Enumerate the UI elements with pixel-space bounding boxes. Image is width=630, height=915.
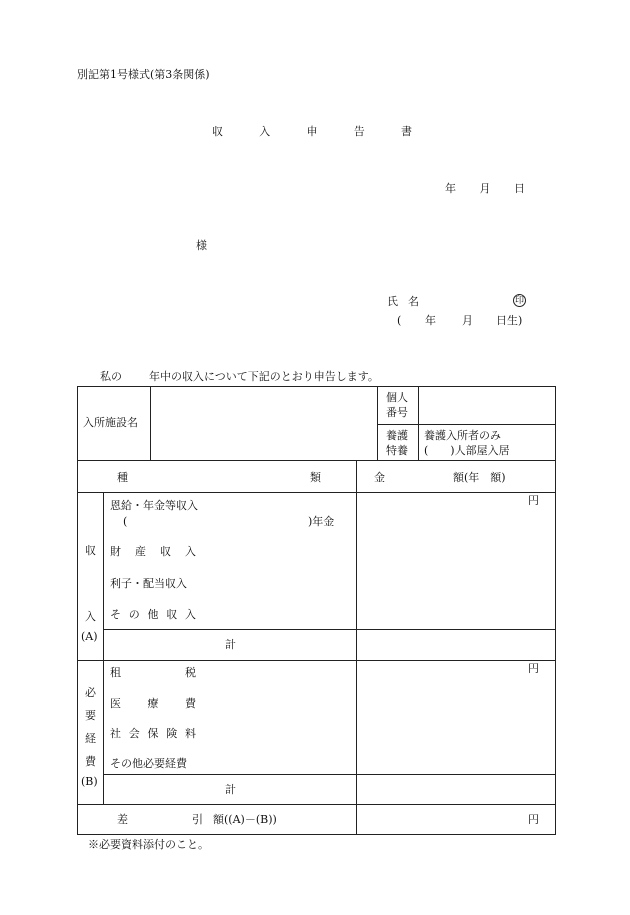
tax-char: 税 [185,666,196,679]
difference-amount-field[interactable] [360,808,520,832]
other-income-char: そ [110,608,121,621]
medical-expense-char: 医 [110,697,121,710]
difference-char: 差 [117,813,128,826]
pension-sub-close: )年金 [308,515,335,528]
medical-expense-char: 費 [185,697,196,710]
title-char: 入 [259,125,271,138]
other-income-char: 収 [166,608,178,621]
expense-side-char: 要 [85,709,96,722]
property-income-label [110,545,196,558]
difference-yen-unit: 円 [528,813,539,826]
facility-name-field[interactable] [155,392,373,454]
difference-formula: 額((A)－(B)) [213,813,277,826]
expense-amount-field[interactable] [360,678,552,771]
date-month: 月 [479,182,491,195]
expense-side-char: 費 [85,755,96,768]
medical-expense-char: 療 [147,697,159,710]
social-insurance-char: 険 [166,727,178,740]
date-line [445,182,525,195]
tax-label [110,666,196,679]
difference-char: 引 [192,813,203,826]
room-note: ( )人部屋入居 [424,444,510,457]
expense-total-label: 計 [225,783,236,796]
other-income-label [110,608,196,621]
expense-yen-unit: 円 [528,662,539,675]
difference-label [117,813,203,826]
medical-expense-label [110,697,196,710]
income-side-char: 収 [85,544,96,557]
property-income-char: 財 [110,545,121,558]
property-income-char: 入 [185,545,196,558]
income-amount-field[interactable] [360,510,552,626]
addressee-honorific: 様 [196,239,207,252]
other-income-char: 入 [185,608,196,621]
amount-header-char: 金 [374,471,385,484]
title-char: 書 [401,125,412,138]
seal-stamp-icon: 印 [514,296,524,306]
expense-total-field[interactable] [360,778,552,801]
interest-dividend-label: 利子・配当収入 [110,577,187,590]
income-total-field[interactable] [360,633,552,657]
personal-number-label-1: 個人 [386,391,408,404]
title-char: 申 [306,125,318,138]
expense-side-char: 必 [85,686,96,699]
other-expense-label: その他必要経費 [110,757,187,770]
document-title [212,125,412,138]
form-reference: 別記第1号様式(第3条関係) [77,68,210,81]
pension-income-label: 恩給・年金等収入 [110,499,198,512]
birth-day: 日生) [496,314,523,327]
date-year: 年 [445,182,456,195]
amount-header-rest: 額(年 額) [453,471,506,484]
social-insurance-char: 社 [110,727,121,740]
name-label-char: 名 [408,295,419,308]
social-insurance-label [110,727,196,740]
income-side-mark: (A) [81,630,98,643]
birth-month: 月 [462,314,473,327]
nursing-label-2: 特養 [386,444,408,457]
birth-open: ( [397,314,402,327]
income-total-label: 計 [225,638,236,651]
footnote: ※必要資料添付のこと。 [88,838,209,851]
name-label-char: 氏 [387,295,398,308]
property-income-char: 収 [160,545,171,558]
title-char: 告 [353,125,365,138]
income-side-char: 入 [85,610,96,623]
intro-prefix: 私の [100,370,122,383]
social-insurance-char: 料 [185,727,196,740]
social-insurance-char: 保 [147,727,159,740]
type-header-char: 類 [310,471,321,484]
pension-sub-open: ( [123,515,128,528]
birth-year: 年 [425,314,436,327]
income-yen-unit: 円 [528,494,539,507]
title-char: 収 [212,125,223,138]
expense-side-mark: (B) [81,775,98,788]
other-income-char: 他 [147,608,159,621]
tax-char: 租 [110,666,121,679]
name-label [387,295,419,308]
property-income-char: 産 [135,545,146,558]
type-column-header [117,471,321,484]
intro-text: 年中の収入について下記のとおり申告します。 [149,370,379,383]
nursing-label-1: 養護 [386,429,408,442]
facility-label: 入所施設名 [83,416,138,429]
type-header-char: 種 [117,471,128,484]
expense-side-char: 経 [85,732,96,745]
personal-number-field[interactable] [422,390,552,422]
social-insurance-char: 会 [128,727,140,740]
other-income-char: の [128,608,140,621]
pension-type-field[interactable] [132,513,306,529]
nursing-note: 養護入所者のみ [424,429,501,442]
personal-number-label-2: 番号 [386,406,408,419]
date-day: 日 [514,182,525,195]
